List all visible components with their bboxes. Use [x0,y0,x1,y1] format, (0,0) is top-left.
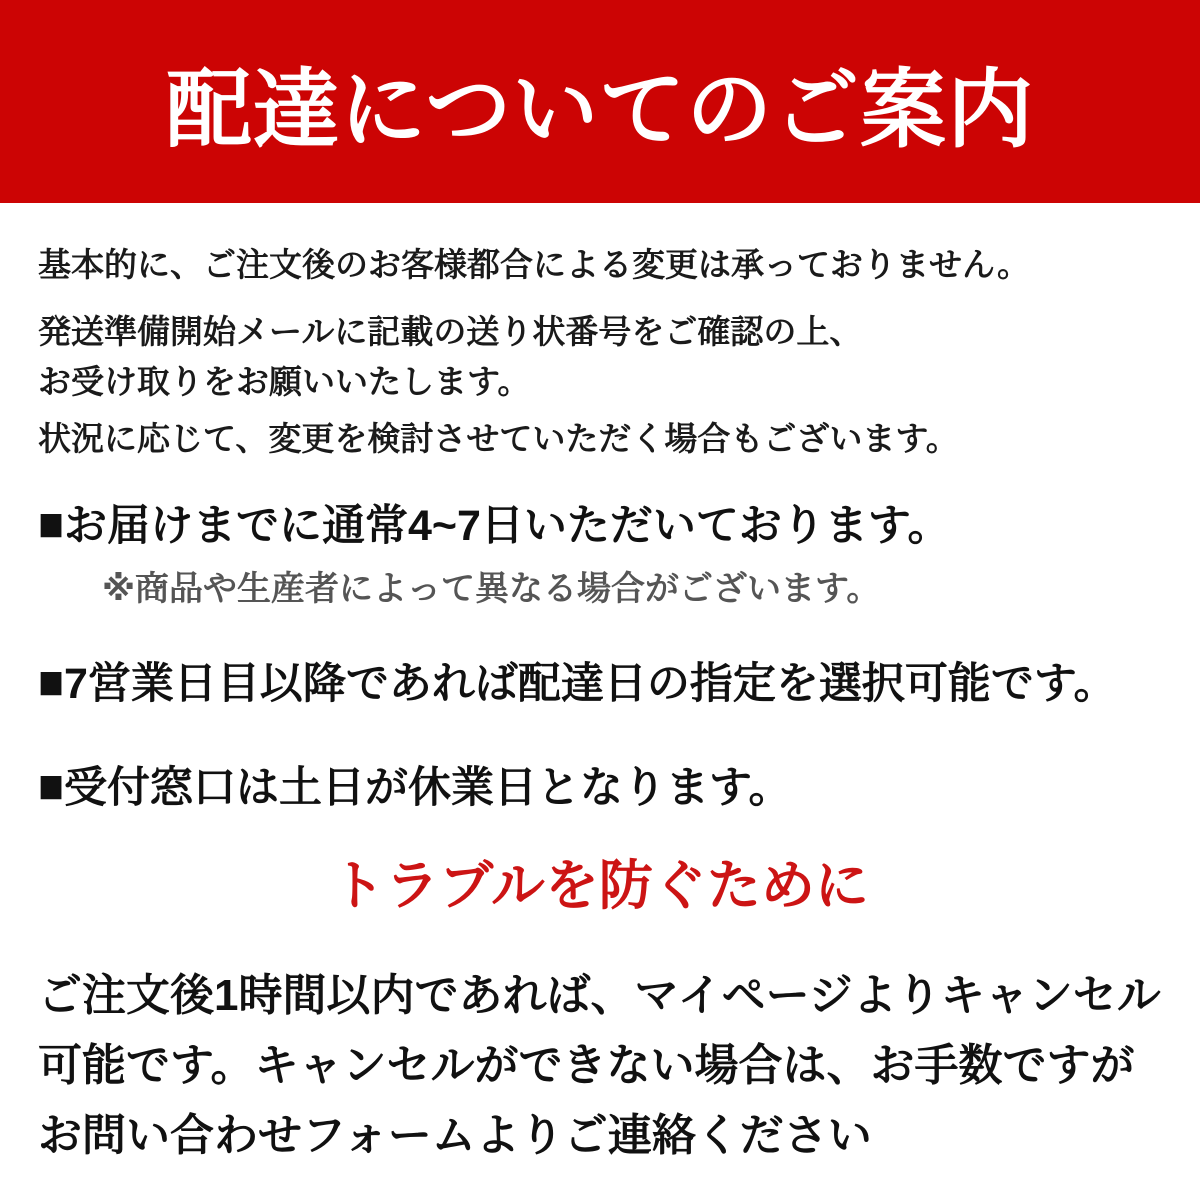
trouble-body-line-1: ご注文後1時間以内であれば、マイページよりキャンセル [38,971,1161,1020]
intro-paragraph-change-policy: 基本的に、ご注文後のお客様都合による変更は承っておりません。 [38,246,1030,283]
header-banner [0,0,1200,203]
intro-paragraph-tracking [38,307,1162,407]
page-title: 配達についてのご案内 [165,61,1035,158]
square-bullet-icon: ■ [38,759,64,814]
intro-line-tracking-2: お受け取りをお願いいたします。 [38,363,531,400]
bullet-delivery-days-label: お届けまでに通常4~7日いただいております。 [63,502,951,550]
bullet-reception-closed [38,761,1162,815]
bullet-delivery-days-note: ※商品や生産者によって異なる場合がございます。 [102,570,881,608]
square-bullet-icon: ■ [38,497,64,552]
trouble-section-body [38,961,1162,1171]
bullet-reception-closed-label: 受付窓口は土日が休業日となります。 [63,764,792,812]
square-bullet-icon: ■ [38,655,64,710]
trouble-body-line-3: お問い合わせフォームよりご連絡ください [38,1111,872,1160]
notice-body [0,245,1200,1171]
trouble-section-heading: トラブルを防ぐために [331,856,869,916]
bullet-delivery-days [38,499,1162,553]
trouble-body-line-2: 可能です。キャンセルができない場合は、お手数ですが [38,1041,1135,1090]
intro-line-tracking-1: 発送準備開始メールに記載の送り状番号をご確認の上、 [38,313,863,350]
bullet-date-selection [38,657,1162,711]
intro-paragraph-review: 状況に応じて、変更を検討させていただく場合もございます。 [38,420,959,457]
bullet-date-selection-label: 7営業日目以降であれば配達日の指定を選択可能です。 [63,660,1117,708]
